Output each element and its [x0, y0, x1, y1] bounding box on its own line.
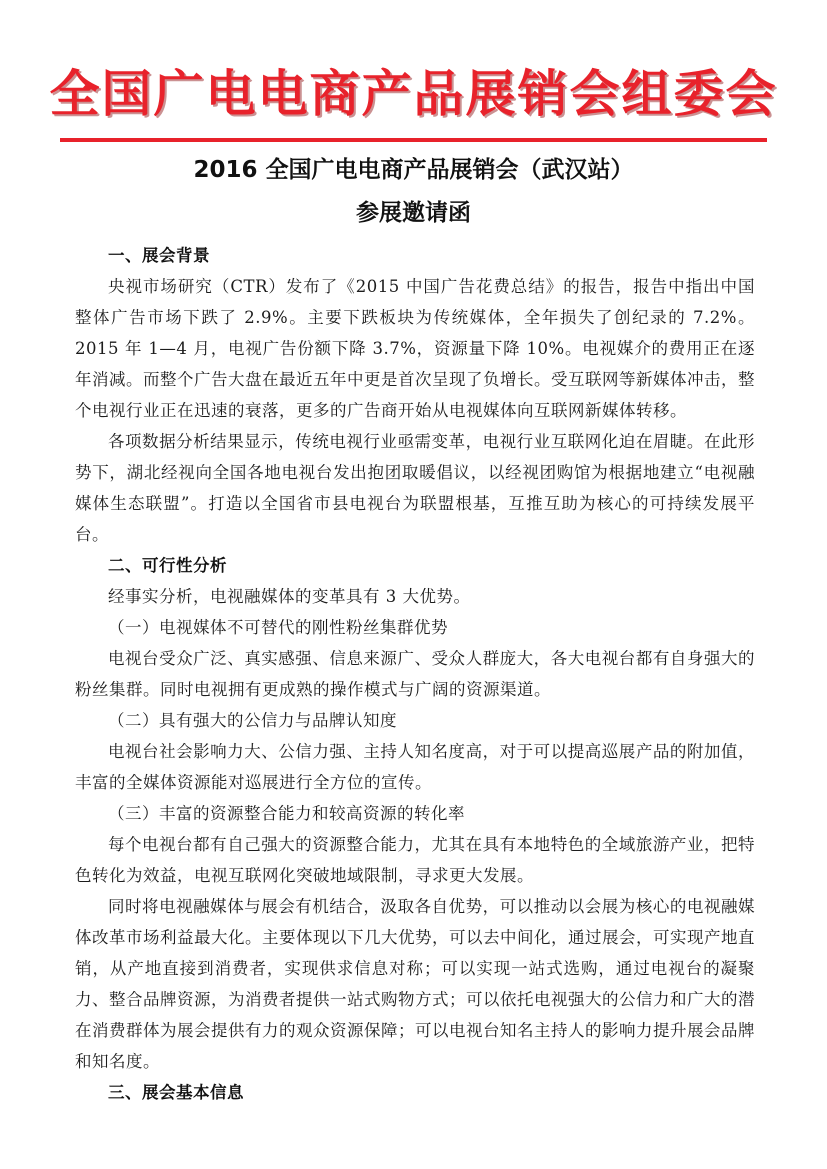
paragraph: 电视台社会影响力大、公信力强、主持人知名度高，对于可以提高巡展产品的附加值，丰富的全媒体资源能对巡展进行全方位的宣传。: [75, 742, 755, 792]
subsection-heading-2: （二）具有强大的公信力与品牌认知度: [108, 711, 397, 730]
paragraph: 同时将电视融媒体与展会有机结合，汲取各自优势，可以推动以会展为核心的电视融媒体改革市场利益最大化。主要体现以下几大优势，可以去中间化，通过展会，可实现产地直销，从产地直接到消费者，实现供求信息对称；可以实现一站式选购，通过电视台的凝聚力、整合品牌资源，为消费者提供一站式购物方式；可以依托电视强大的公信力和广大的潜在消费群体为展会提供有力的观众资源保障；可以电视台知名主持人的影响力提升展会品牌和知名度。: [75, 897, 755, 1071]
header-divider-rule: [60, 138, 767, 142]
document-title: 2016 全国广电电商产品展销会（武汉站）: [193, 157, 634, 183]
document-body: [75, 240, 755, 1108]
section-heading-1: 一、展会背景: [108, 246, 210, 265]
paragraph: 电视台受众广泛、真实感强、信息来源广、受众人群庞大，各大电视台都有自身强大的粉丝集群。同时电视拥有更成熟的操作模式与广阔的资源渠道。: [75, 649, 755, 699]
document-subtitle: 参展邀请函: [356, 200, 471, 226]
organization-title: 全国广电电商产品展销会组委会: [49, 64, 778, 123]
section-heading-3: 三、展会基本信息: [108, 1083, 244, 1102]
subsection-heading-3: （三）丰富的资源整合能力和较高资源的转化率: [108, 804, 465, 823]
paragraph: 经事实分析，电视融媒体的变革具有 3 大优势。: [108, 587, 471, 606]
subsection-heading-1: （一）电视媒体不可替代的刚性粉丝集群优势: [108, 618, 448, 637]
paragraph: 央视市场研究（CTR）发布了《2015 中国广告花费总结》的报告，报告中指出中国整体广告市场下跌了 2.9%。主要下跌板块为传统媒体，全年损失了创纪录的 7.2%。2015 年 1—4 月，电视广告份额下降 3.7%，资源量下降 10%。电视媒介的费用正在逐年消减。而整个广告大盘在最近五年中更是首次呈现了负增长。受互联网等新媒体冲击，整个电视行业正在迅速的衰落，更多的广告商开始从电视媒体向互联网新媒体转移。: [75, 277, 755, 420]
paragraph: 每个电视台都有自己强大的资源整合能力，尤其在具有本地特色的全域旅游产业，把特色转化为效益，电视互联网化突破地域限制，寻求更大发展。: [75, 835, 755, 885]
section-heading-2: 二、可行性分析: [108, 556, 227, 575]
paragraph: 各项数据分析结果显示，传统电视行业亟需变革，电视行业互联网化迫在眉睫。在此形势下，湖北经视向全国各地电视台发出抱团取暖倡议，以经视团购馆为根据地建立“电视融媒体生态联盟”。打造以全国省市县电视台为联盟根基，互推互助为核心的可持续发展平台。: [75, 432, 755, 544]
